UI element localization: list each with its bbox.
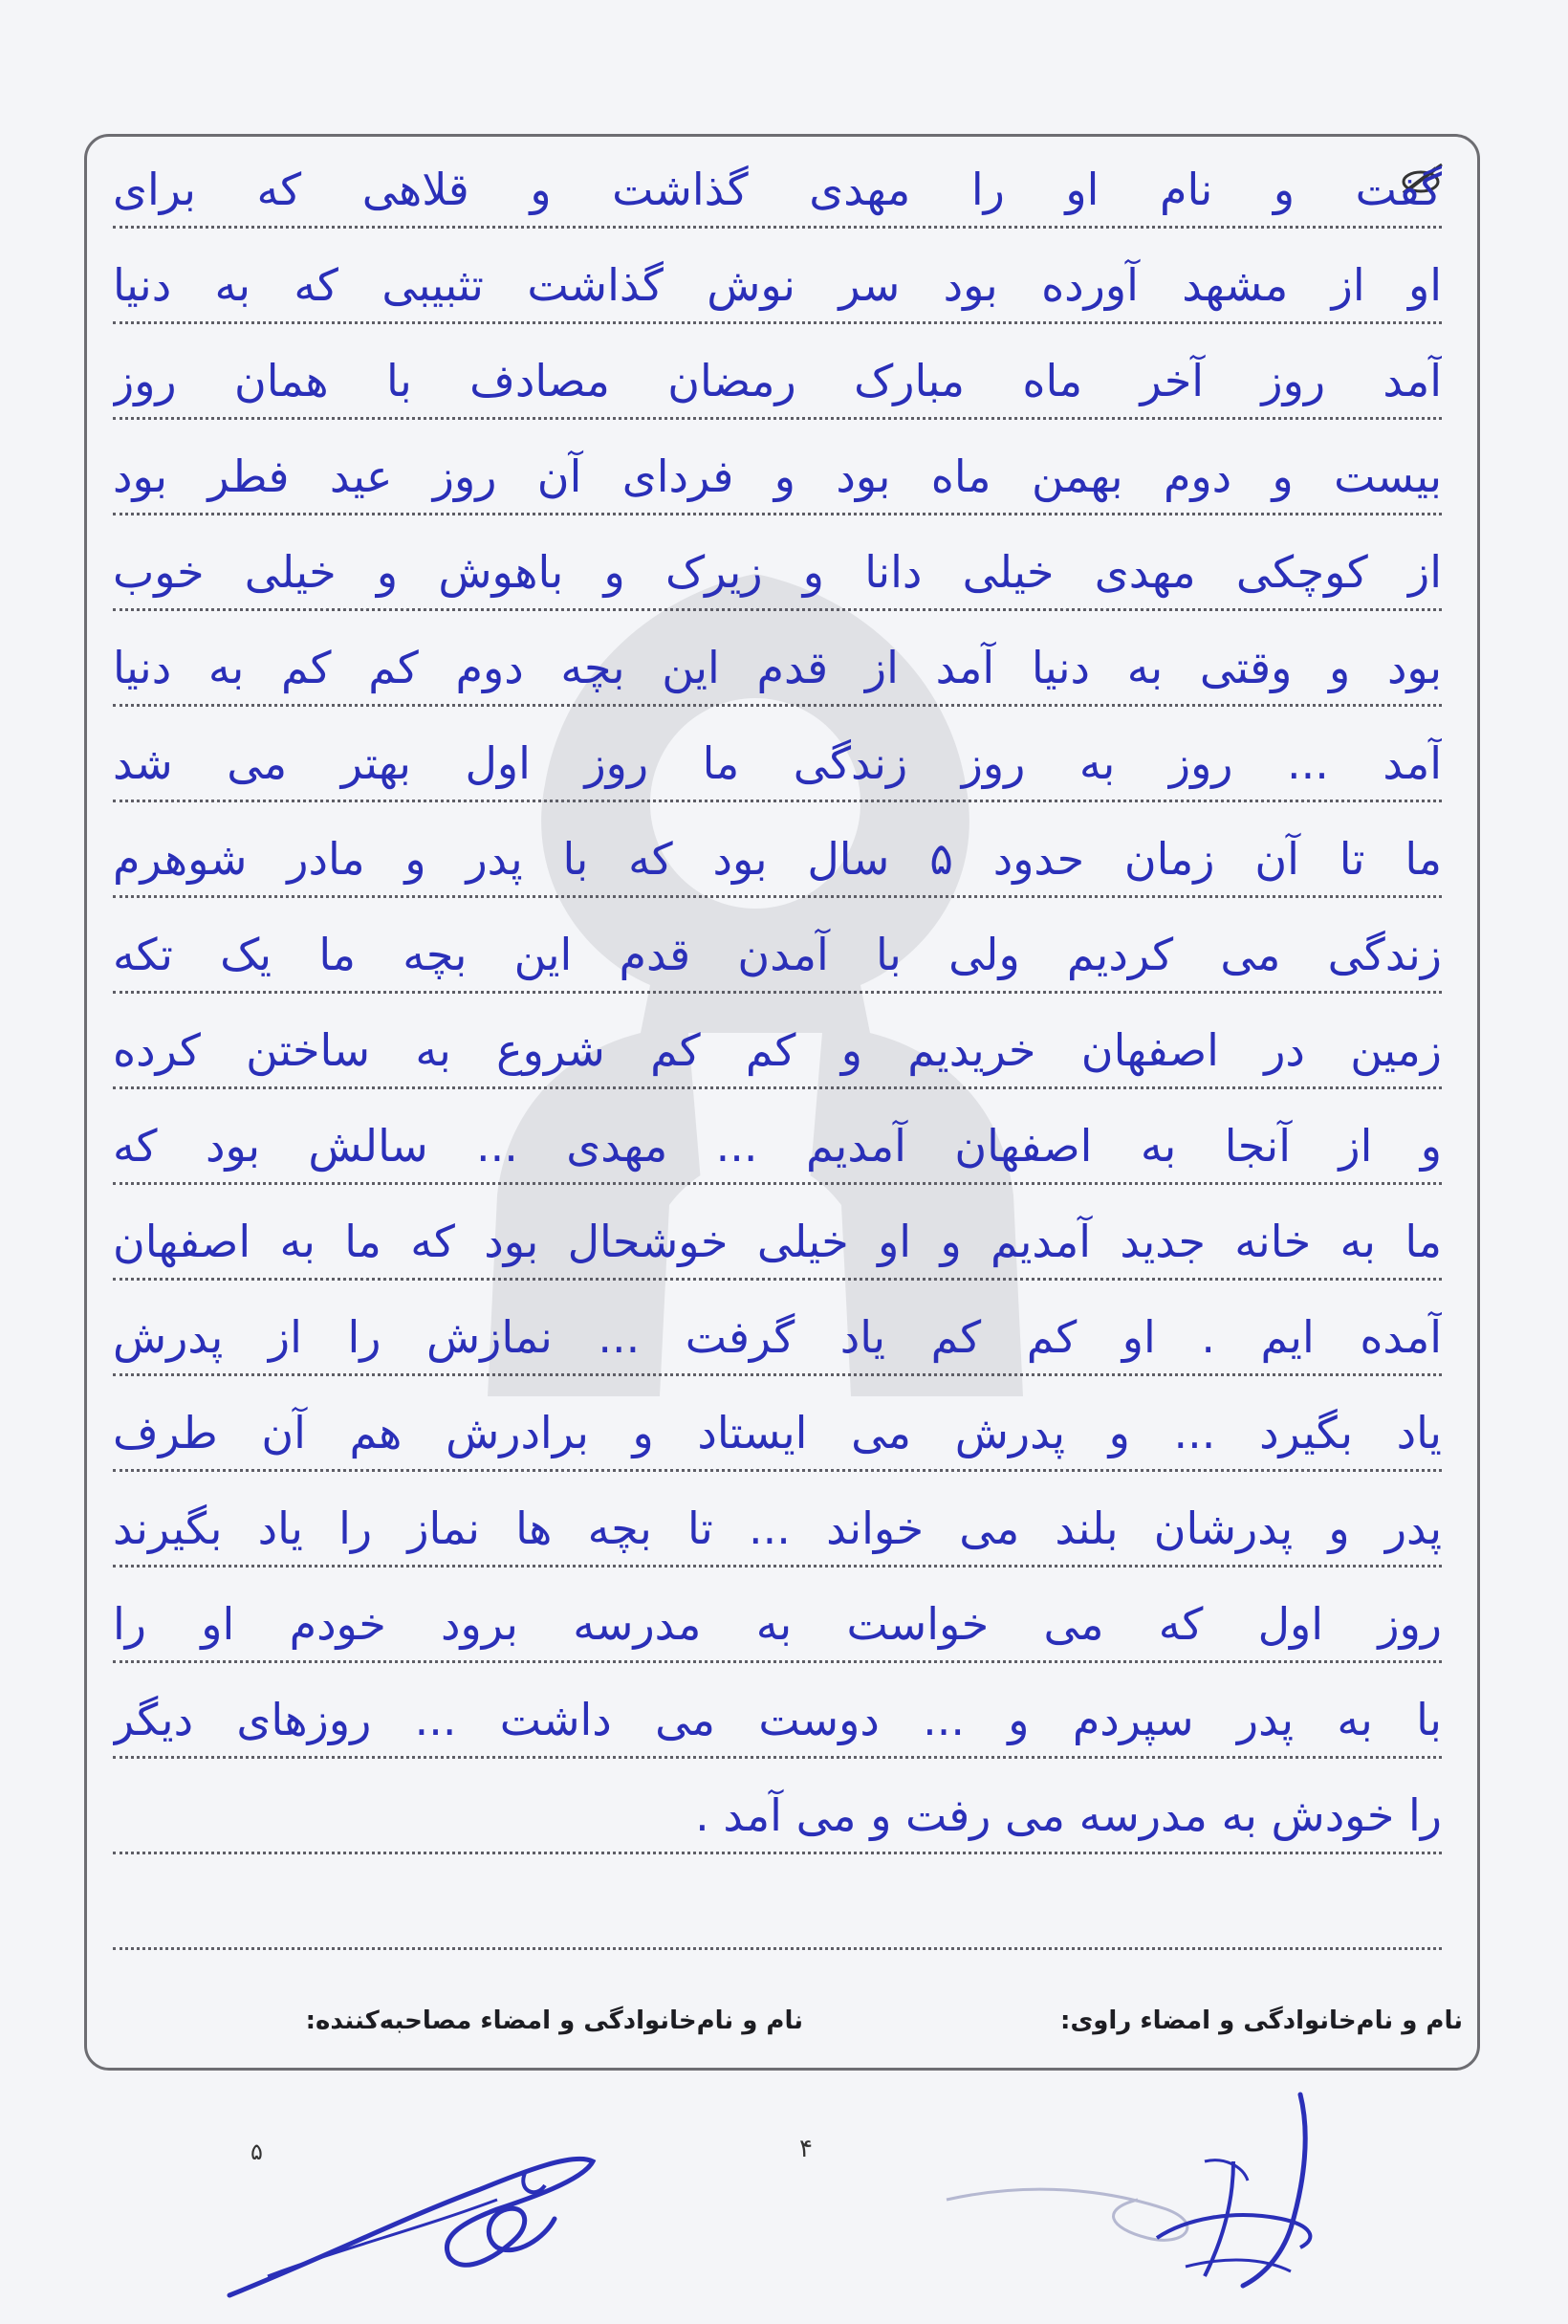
interviewer-signature xyxy=(210,2114,612,2314)
handwritten-line: بیست و دوم بهمن ماه بود و فردای آن روز عید فطر بود xyxy=(113,450,1442,502)
handwritten-line: یاد بگیرد ... و پدرش می ایستاد و برادرش هم آن طرف xyxy=(113,1407,1442,1458)
dotted-rule xyxy=(113,1947,1442,1950)
handwritten-line: آمد ... روز به روز زندگی ما روز اول بهتر می شد xyxy=(113,737,1442,789)
handwritten-line: ما تا آن زمان حدود ۵ سال بود که با پدر و مادر شوهرم xyxy=(113,833,1442,885)
corner-mark: ۵ xyxy=(250,2138,263,2165)
page-number: ۴ xyxy=(799,2135,813,2163)
handwritten-line: با به پدر سپردم و ... دوست می داشت ... روزهای دیگر xyxy=(113,1694,1442,1745)
narrator-signature-label: نام و نام‌خانوادگی و امضاء راوی: xyxy=(1060,2006,1463,2035)
narrator-signature xyxy=(918,2075,1377,2305)
handwritten-line: آمده ایم . او کم کم یاد گرفت ... نمازش را از پدرش xyxy=(113,1311,1442,1363)
handwritten-line: آمد روز آخر ماه مبارک رمضان مصادف با همان روز xyxy=(113,355,1442,406)
handwritten-line: ما به خانه جدید آمدیم و او خیلی خوشحال بود که ما به اصفهان xyxy=(113,1216,1442,1267)
handwritten-line: پدر و پدرشان بلند می خواند ... تا بچه ها نماز را یاد بگیرند xyxy=(113,1502,1442,1554)
handwritten-line: و از آنجا به اصفهان آمدیم ... مهدی ... سالش بود که xyxy=(113,1120,1442,1172)
handwritten-line: زندگی می کردیم ولی با آمدن قدم این بچه ما یک تکه xyxy=(113,929,1442,980)
handwritten-line: بود و وقتی به دنیا آمد از قدم این بچه دوم کم کم به دنیا xyxy=(113,642,1442,693)
interviewer-signature-label: نام و نام‌خانوادگی و امضاء مصاحبه‌کننده: xyxy=(305,2006,803,2035)
handwritten-line: از کوچکی مهدی خیلی دانا و زیرک و باهوش و خیلی خوب xyxy=(113,546,1442,598)
handwritten-line: گفت و نام او را مهدی گذاشت و قلاهی که برای xyxy=(113,164,1442,215)
handwritten-line: را خودش به مدرسه می رفت و می آمد . xyxy=(695,1789,1442,1841)
handwritten-line: زمین در اصفهان خریدیم و کم کم شروع به ساختن کرده xyxy=(113,1024,1442,1076)
handwritten-line: او از مشهد آورده بود سر نوش گذاشت تثبیبی که به دنیا xyxy=(113,259,1442,311)
handwritten-line: روز اول که می خواست به مدرسه برود خودم او را xyxy=(113,1598,1442,1650)
